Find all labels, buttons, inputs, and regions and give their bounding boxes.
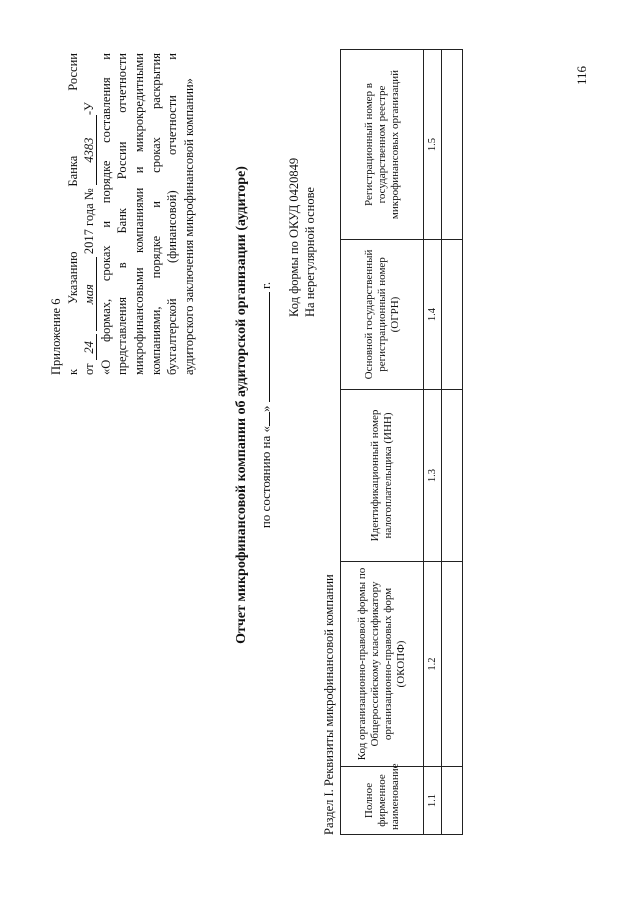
appendix-word: формах, [98,298,113,342]
appendix-line-7 [148,53,165,375]
header-ogrn: Основной государственный регистрационный номер (ОГРН) [341,240,424,390]
requisites-table [340,49,463,835]
appendix-day: 24 [83,334,97,360]
appendix-word: бухгалтерской [165,298,180,375]
appendix-line-8 [164,53,181,375]
code-cell: 1.4 [424,240,442,390]
appendix-word: сроках [98,245,113,282]
appendix-month: мая [83,257,97,331]
appendix-word: и [148,200,163,208]
appendix-line-2 [65,53,82,375]
report-title: Отчет микрофинансовой компании об аудиторской организации (аудиторе) [234,166,249,644]
appendix-word: «О [98,359,113,375]
okud-code: Код формы по ОКУД 0420849 [287,157,301,317]
appendix-word: к [65,368,80,375]
table-header-row [341,50,424,835]
as-of-prefix: по состоянию на « [258,425,273,529]
code-cell: 1.1 [424,767,442,835]
appendix-word: и [165,53,180,60]
appendix-word: России [65,53,80,91]
as-of-suffix: г. [258,281,273,289]
code-cell: 1.2 [424,562,442,767]
appendix-word: и [98,220,113,228]
empty-cell[interactable] [442,390,463,562]
page-number: 116 [574,65,589,85]
appendix-word: микрофинансовыми [131,267,146,375]
appendix-word: и [131,166,146,174]
appendix-number-suffix: -У [82,102,97,116]
section-title: Раздел I. Реквизиты микрофинансовой компании [322,574,336,835]
appendix-word: (финансовой) [165,190,180,263]
appendix-word: компаниями, [148,306,163,375]
appendix-from: от [82,363,97,375]
appendix-line-4 [98,53,115,375]
appendix-word: порядке [148,235,163,279]
appendix-line-3 [81,53,98,375]
appendix-line-5 [114,53,131,375]
appendix-word: сроках [148,137,163,173]
appendix-word: России [115,141,130,180]
appendix-line-9: аудиторского заключения микрофинансовой компании» [181,78,196,375]
appendix-word: составления [98,77,113,143]
appendix-word: и [98,53,113,60]
empty-cell[interactable] [442,240,463,390]
periodicity: На нерегулярной основе [303,187,317,317]
table-code-row [424,50,442,835]
header-registry-number: Регистрационный номер в государственном реестре микрофинансовых организаций [341,50,424,240]
as-of-date-line [258,225,274,585]
empty-cell[interactable] [442,562,463,767]
appendix-word: Указанию [65,251,80,304]
appendix-number: 4383 [83,115,97,185]
appendix-word: отчетности [165,95,180,155]
appendix-word: раскрытия [148,53,163,109]
appendix-title: Приложение 6 [49,298,63,375]
empty-cell[interactable] [442,767,463,835]
empty-cell[interactable] [442,50,463,240]
appendix-word: отчетности [115,53,130,113]
appendix-word: представления [115,296,130,375]
table-row [442,50,463,835]
as-of-mid: » [258,405,273,412]
appendix-word: компаниями [131,187,146,253]
code-cell: 1.5 [424,50,442,240]
header-okopf: Код организационно-правовой формы по Общероссийскому классификатору организационно-правовых форм (ОКОПФ) [341,562,424,767]
appendix-line-6 [131,53,148,375]
appendix-year: 2017 года № [82,188,97,255]
appendix-word: в [115,262,130,269]
appendix-word: Банк [115,208,130,234]
appendix-word: микрокредитными [131,53,146,153]
header-inn: Идентификационный номер налогоплательщика (ИНН) [341,390,424,562]
header-full-name: Полное фирменное наименование [341,767,424,835]
appendix-header [48,53,197,375]
appendix-word: Банка [65,155,80,187]
appendix-word: порядке [98,160,113,204]
code-cell: 1.3 [424,390,442,562]
